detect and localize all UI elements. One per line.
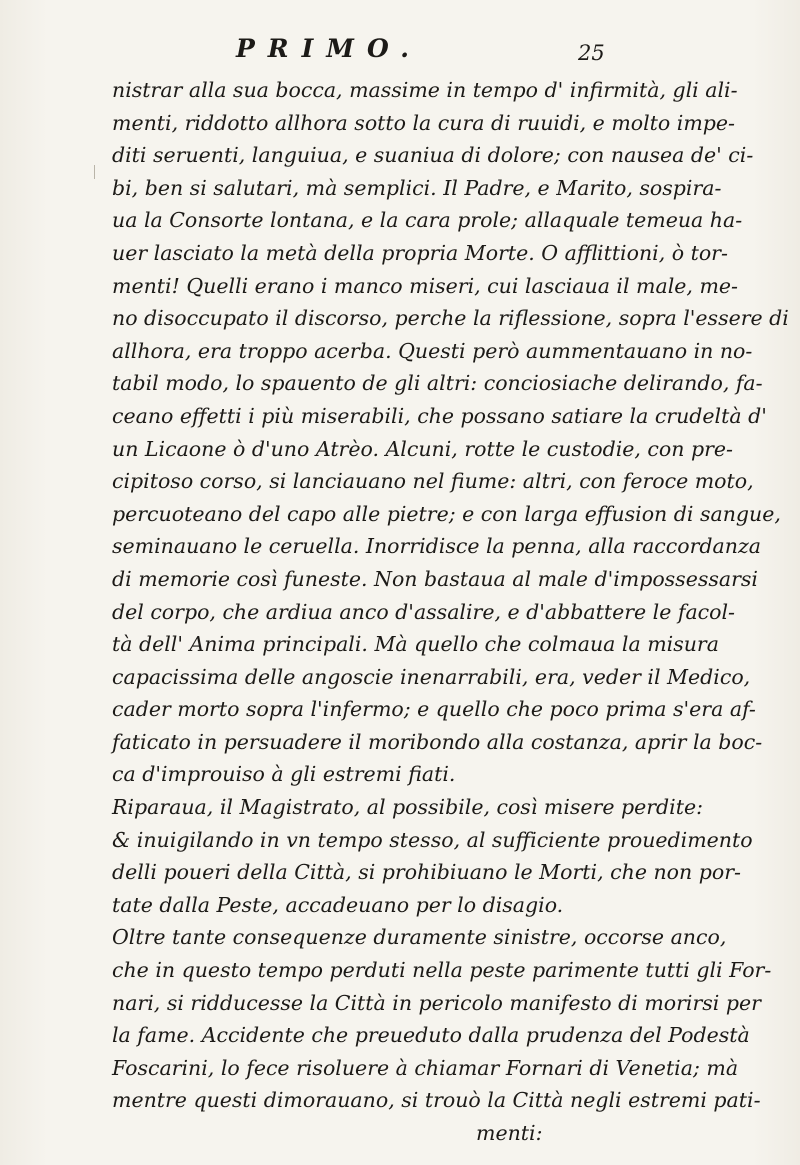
text-line: capacissima delle angoscie inenarrabili, era, veder il Medico, — [112, 664, 751, 689]
text-line: delli poueri della Città, si prohibiuano le Morti, che non por- — [112, 860, 741, 885]
text-line: tate dalla Peste, accadeuano per lo disagio. — [112, 892, 564, 917]
text-line: ca d'improuiso à gli estremi fiati. — [112, 762, 456, 787]
text-line: del corpo, che ardiua anco d'assalire, e d'abbattere le facol- — [112, 599, 735, 624]
text-line: di memorie così funeste. Non bastaua al male d'impossessarsi — [112, 566, 758, 591]
text-line: percuoteano del capo alle pietre; e con larga effusion di sangue, — [112, 501, 781, 526]
text-line: seminauano le ceruella. Inorridisce la penna, alla raccordanza — [112, 534, 761, 559]
text-line: faticato in persuadere il moribondo alla costanza, aprir la boc- — [112, 729, 763, 754]
text-line: menti: — [476, 1121, 543, 1145]
text-line: Oltre tante consequenze duramente sinistre, occorse anco, — [112, 925, 727, 950]
margin-mark — [94, 165, 98, 179]
text-line: cader morto sopra l'infermo; e quello che poco prima s'era af- — [112, 697, 756, 722]
text-line: & inuigilando in vn tempo stesso, al sufficiente prouedimento — [112, 827, 753, 852]
text-line: cipitoso corso, si lanciauano nel fiume: altri, con feroce moto, — [112, 469, 754, 494]
body-text — [112, 74, 789, 1150]
text-line: Foscarini, lo fece risoluere à chiamar Fornari di Venetia; mà — [112, 1055, 739, 1080]
text-line: no disoccupato il discorso, perche la riflessione, sopra l'essere di — [112, 306, 789, 331]
text-line: menti, riddotto allhora sotto la cura di ruuidi, e molto impe- — [112, 110, 735, 135]
text-line: tabil modo, lo spauento de gli altri: conciosiache delirando, fa- — [112, 371, 763, 396]
text-line: ua la Consorte lontana, e la cara prole; allaquale temeua ha- — [112, 208, 743, 233]
text-line: bi, ben si salutari, mà semplici. Il Padre, e Marito, sospira- — [112, 175, 722, 200]
text-line: nari, si ridducesse la Città in pericolo manifesto di morirsi per — [112, 990, 761, 1015]
text-line: nistrar alla sua bocca, massime in tempo d' infirmità, gli ali- — [112, 78, 738, 102]
text-line: uer lasciato la metà della propria Morte. O afflittioni, ò tor- — [112, 240, 728, 265]
page-number: 25 — [578, 41, 605, 65]
text-line: ceano effetti i più miserabili, che possano satiare la crudeltà d' — [112, 403, 767, 428]
running-head-title: PRIMO. — [236, 34, 422, 63]
text-line: tà dell' Anima principali. Mà quello che colmaua la misura — [112, 632, 719, 657]
text-line: allhora, era troppo acerba. Questi però aummentauano in no- — [112, 338, 753, 363]
text-line: menti! Quelli erano i manco miseri, cui lasciaua il male, me- — [112, 273, 738, 298]
text-line: Riparaua, il Magistrato, al possibile, così misere perdite: — [112, 795, 704, 820]
text-line: un Licaone ò d'uno Atrèo. Alcuni, rotte le custodie, con pre- — [112, 436, 733, 461]
text-line: che in questo tempo perduti nella peste parimente tutti gli For- — [112, 958, 772, 983]
text-line: la fame. Accidente che preueduto dalla prudenza del Podestà — [112, 1023, 750, 1048]
text-line: mentre questi dimorauano, si trouò la Città negli estremi pati- — [112, 1088, 761, 1113]
text-line: diti seruenti, languiua, e suaniua di dolore; con nausea de' ci- — [112, 143, 754, 168]
